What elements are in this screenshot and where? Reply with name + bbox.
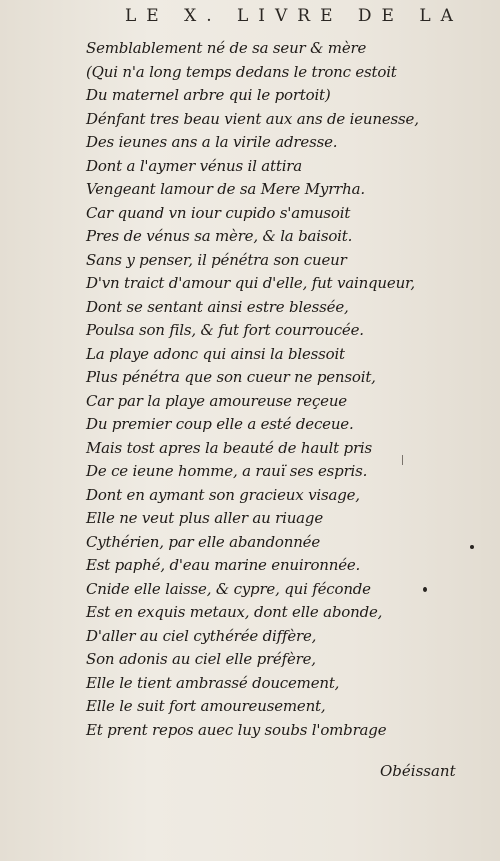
verse-line: Dont a l'aymer vénus il attira [86, 156, 303, 175]
ink-speck [423, 587, 427, 592]
verse-line: Dénfant tres beau vient aux ans de ieunesse, [86, 109, 419, 128]
verse-line: Du premier coup elle a esté deceue. [86, 415, 354, 433]
verse-line: Son adonis au ciel elle préfère, [86, 650, 316, 668]
verse-line: Mais tost apres la beauté de hault pris [86, 438, 373, 457]
catchword: Obéissant [380, 762, 456, 780]
verse-line: Vengeant lamour de sa Mere Myrrha. [86, 180, 365, 198]
verse-line: Est paphé, d'eau marine enuironnée. [86, 556, 361, 574]
verse-line: Des ieunes ans a la virile adresse. [86, 133, 338, 151]
verse-line: Dont en aymant son gracieux visage, [86, 485, 360, 504]
verse-line: De ce ieune homme, a rauï ses espris. [86, 462, 368, 480]
verse-line: Du maternel arbre qui le portoit) [86, 86, 331, 104]
verse-line: Elle le tient ambrassé doucement, [86, 673, 340, 692]
verse-block [86, 37, 466, 742]
verse-line: D'vn traict d'amour qui d'elle, fut vainqueur, [86, 274, 415, 292]
verse-line: Cythérien, par elle abandonnée [86, 532, 321, 551]
verse-line: Et prent repos auec luy soubs l'ombrage [86, 720, 387, 739]
verse-line: Sans y penser, il pénétra son cueur [86, 250, 347, 269]
verse-line: D'aller au ciel cythérée diffère, [86, 626, 317, 645]
verse-line: Poulsa son fils, & fut fort courroucée. [86, 321, 364, 339]
verse-line: Dont se sentant ainsi estre blessée, [86, 297, 349, 316]
verse-line: La playe adonc qui ainsi la blessoit [86, 344, 345, 363]
paper-mark [402, 455, 403, 465]
ink-speck [470, 545, 474, 549]
verse-line: Pres de vénus sa mère, & la baisoit. [86, 227, 353, 245]
verse-line: Cnide elle laisse, & cypre, qui féconde [86, 579, 371, 598]
running-head: LE X. LIVRE DE LA [125, 6, 463, 26]
verse-line: (Qui n'a long temps dedans le tronc estoit [86, 62, 397, 81]
verse-line: Elle ne veut plus aller au riuage [86, 509, 324, 527]
verse-line: Est en exquis metaux, dont elle abonde, [86, 603, 383, 621]
verse-line: Plus pénétra que son cueur ne pensoit, [86, 368, 376, 386]
verse-line: Semblablement né de sa seur & mère [86, 39, 367, 57]
verse-line: Car quand vn iour cupido s'amusoit [86, 203, 351, 222]
verse-line: Car par la playe amoureuse reçeue [86, 391, 347, 410]
verse-line: Elle le suit fort amoureusement, [86, 697, 326, 715]
